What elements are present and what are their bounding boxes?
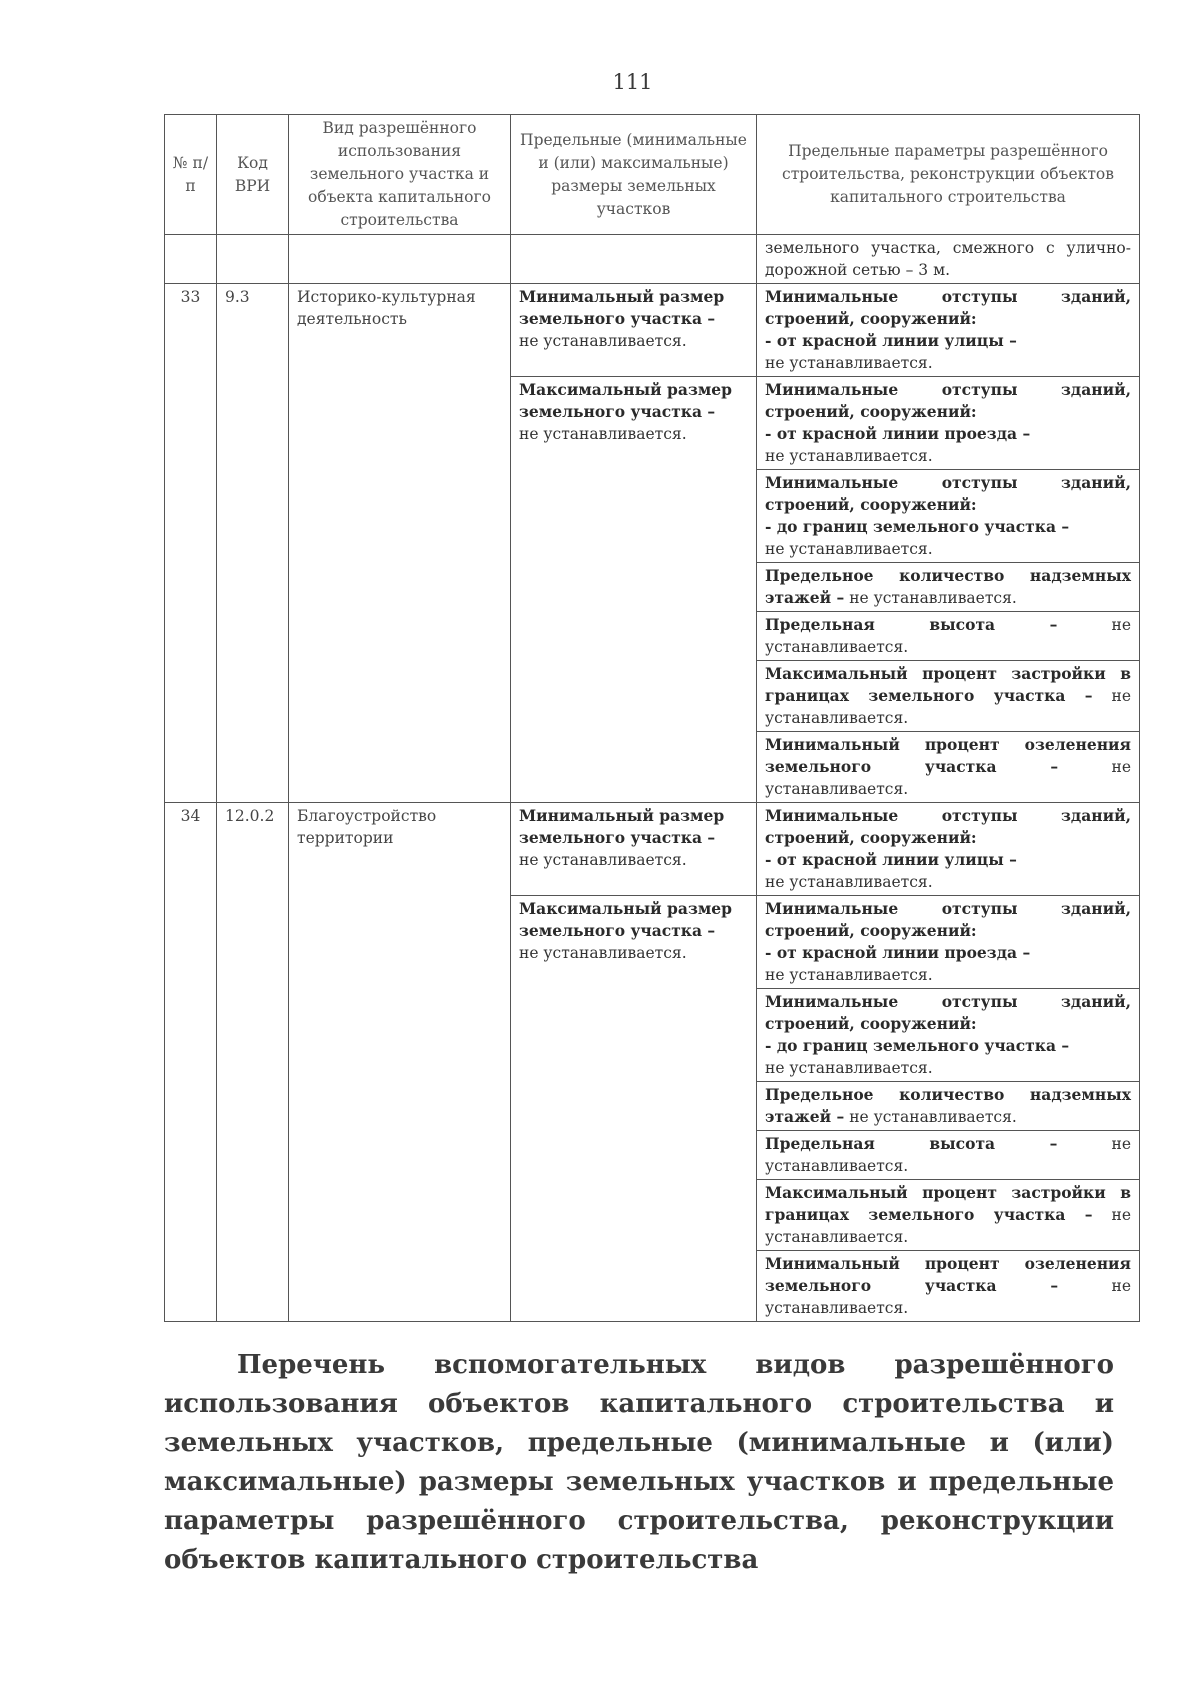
param-value: не устанавливается. (765, 1206, 1131, 1246)
max-size-value: не устанавливается. (519, 944, 687, 962)
row-use-name: Историко-культурная деятельность (289, 284, 511, 803)
param-cell (757, 896, 1140, 989)
min-size-cell (511, 284, 757, 377)
param-value: не устанавливается. (765, 966, 933, 984)
param-cell (757, 612, 1140, 661)
param-value: не устанавливается. (849, 1108, 1017, 1126)
param-value: не устанавливается. (765, 1059, 933, 1077)
continuation-cell: земельного участка, смежного с улично-дорожной сетью – 3 м. (757, 235, 1140, 284)
param-label: Максимальный процент застройки в границах земельного участка – (765, 1183, 1131, 1224)
param-value: не устанавливается. (765, 540, 933, 558)
table-row (165, 803, 1140, 896)
header-params: Предельные параметры разрешённого строительства, реконструкции объектов капитального строительства (757, 115, 1140, 235)
row-number: 33 (165, 284, 217, 803)
min-size-cell (511, 803, 757, 896)
param-cell (757, 284, 1140, 377)
table-header-row (165, 115, 1140, 235)
param-cell (757, 661, 1140, 732)
param-value: не устанавливается. (765, 1277, 1131, 1317)
row-number: 34 (165, 803, 217, 1322)
param-detail: - от красной линии улицы – (765, 850, 1017, 869)
param-value: не устанавливается. (765, 354, 933, 372)
param-cell (757, 732, 1140, 803)
param-cell (757, 563, 1140, 612)
param-detail: - от красной линии проезда – (765, 943, 1031, 962)
page-number: 111 (612, 70, 653, 94)
param-cell (757, 803, 1140, 896)
param-label: Минимальные отступы зданий, строений, сооружений: (765, 899, 1131, 940)
param-label: Минимальный процент озеленения земельного участка – (765, 735, 1131, 776)
param-detail: - до границ земельного участка – (765, 517, 1070, 536)
param-detail: - до границ земельного участка – (765, 1036, 1070, 1055)
param-label: Минимальные отступы зданий, строений, сооружений: (765, 473, 1131, 514)
param-label: Максимальный процент застройки в границах земельного участка – (765, 664, 1131, 705)
param-label: Предельное количество надземных этажей – (765, 566, 1131, 607)
param-cell (757, 1180, 1140, 1251)
param-value: не устанавливается. (765, 758, 1131, 798)
param-value: не устанавливается. (765, 616, 1131, 656)
header-kind: Вид разрешённого использования земельного участка и объекта капитального строительства (289, 115, 511, 235)
header-sizes: Предельные (минимальные и (или) максимальные) размеры земельных участков (511, 115, 757, 235)
min-size-value: не устанавливается. (519, 851, 687, 869)
param-cell (757, 1131, 1140, 1180)
param-value: не устанавливается. (765, 873, 933, 891)
param-cell (757, 989, 1140, 1082)
param-cell (757, 1082, 1140, 1131)
param-label: Минимальные отступы зданий, строений, сооружений: (765, 380, 1131, 421)
min-size-label: Минимальный размер земельного участка – (519, 287, 725, 328)
param-value: не устанавливается. (765, 687, 1131, 727)
param-cell (757, 470, 1140, 563)
min-size-label: Минимальный размер земельного участка – (519, 806, 725, 847)
min-size-value: не устанавливается. (519, 332, 687, 350)
param-detail: - от красной линии улицы – (765, 331, 1017, 350)
continuation-row (165, 235, 1140, 284)
max-size-cell (511, 377, 757, 803)
max-size-label: Максимальный размер земельного участка – (519, 899, 732, 940)
max-size-label: Максимальный размер земельного участка – (519, 380, 732, 421)
table-row (165, 284, 1140, 377)
row-use-name: Благоустройство территории (289, 803, 511, 1322)
param-label: Минимальные отступы зданий, строений, сооружений: (765, 806, 1131, 847)
param-label: Предельное количество надземных этажей – (765, 1085, 1131, 1126)
param-value: не устанавливается. (765, 1135, 1131, 1175)
max-size-cell (511, 896, 757, 1322)
land-use-table (164, 114, 1140, 1322)
param-detail: - от красной линии проезда – (765, 424, 1031, 443)
row-code: 12.0.2 (217, 803, 289, 1322)
param-value: не устанавливается. (849, 589, 1017, 607)
param-cell (757, 377, 1140, 470)
param-value: не устанавливается. (765, 447, 933, 465)
section-heading: Перечень вспомогательных видов разрешённого использования объектов капитального строительства и земельных участков, предельные (минимальные и (или) максимальные) размеры земельных участков и предельные параметры разрешённого строительства, реконструкции объектов капитального строительства (164, 1350, 1114, 1575)
param-label: Минимальный процент озеленения земельного участка – (765, 1254, 1131, 1295)
param-label: Предельная высота – (765, 615, 1058, 634)
param-cell (757, 1251, 1140, 1322)
param-label: Предельная высота – (765, 1134, 1058, 1153)
header-num: № п/п (165, 115, 217, 235)
header-code: Код ВРИ (217, 115, 289, 235)
max-size-value: не устанавливается. (519, 425, 687, 443)
param-label: Минимальные отступы зданий, строений, сооружений: (765, 992, 1131, 1033)
row-code: 9.3 (217, 284, 289, 803)
param-label: Минимальные отступы зданий, строений, сооружений: (765, 287, 1131, 328)
